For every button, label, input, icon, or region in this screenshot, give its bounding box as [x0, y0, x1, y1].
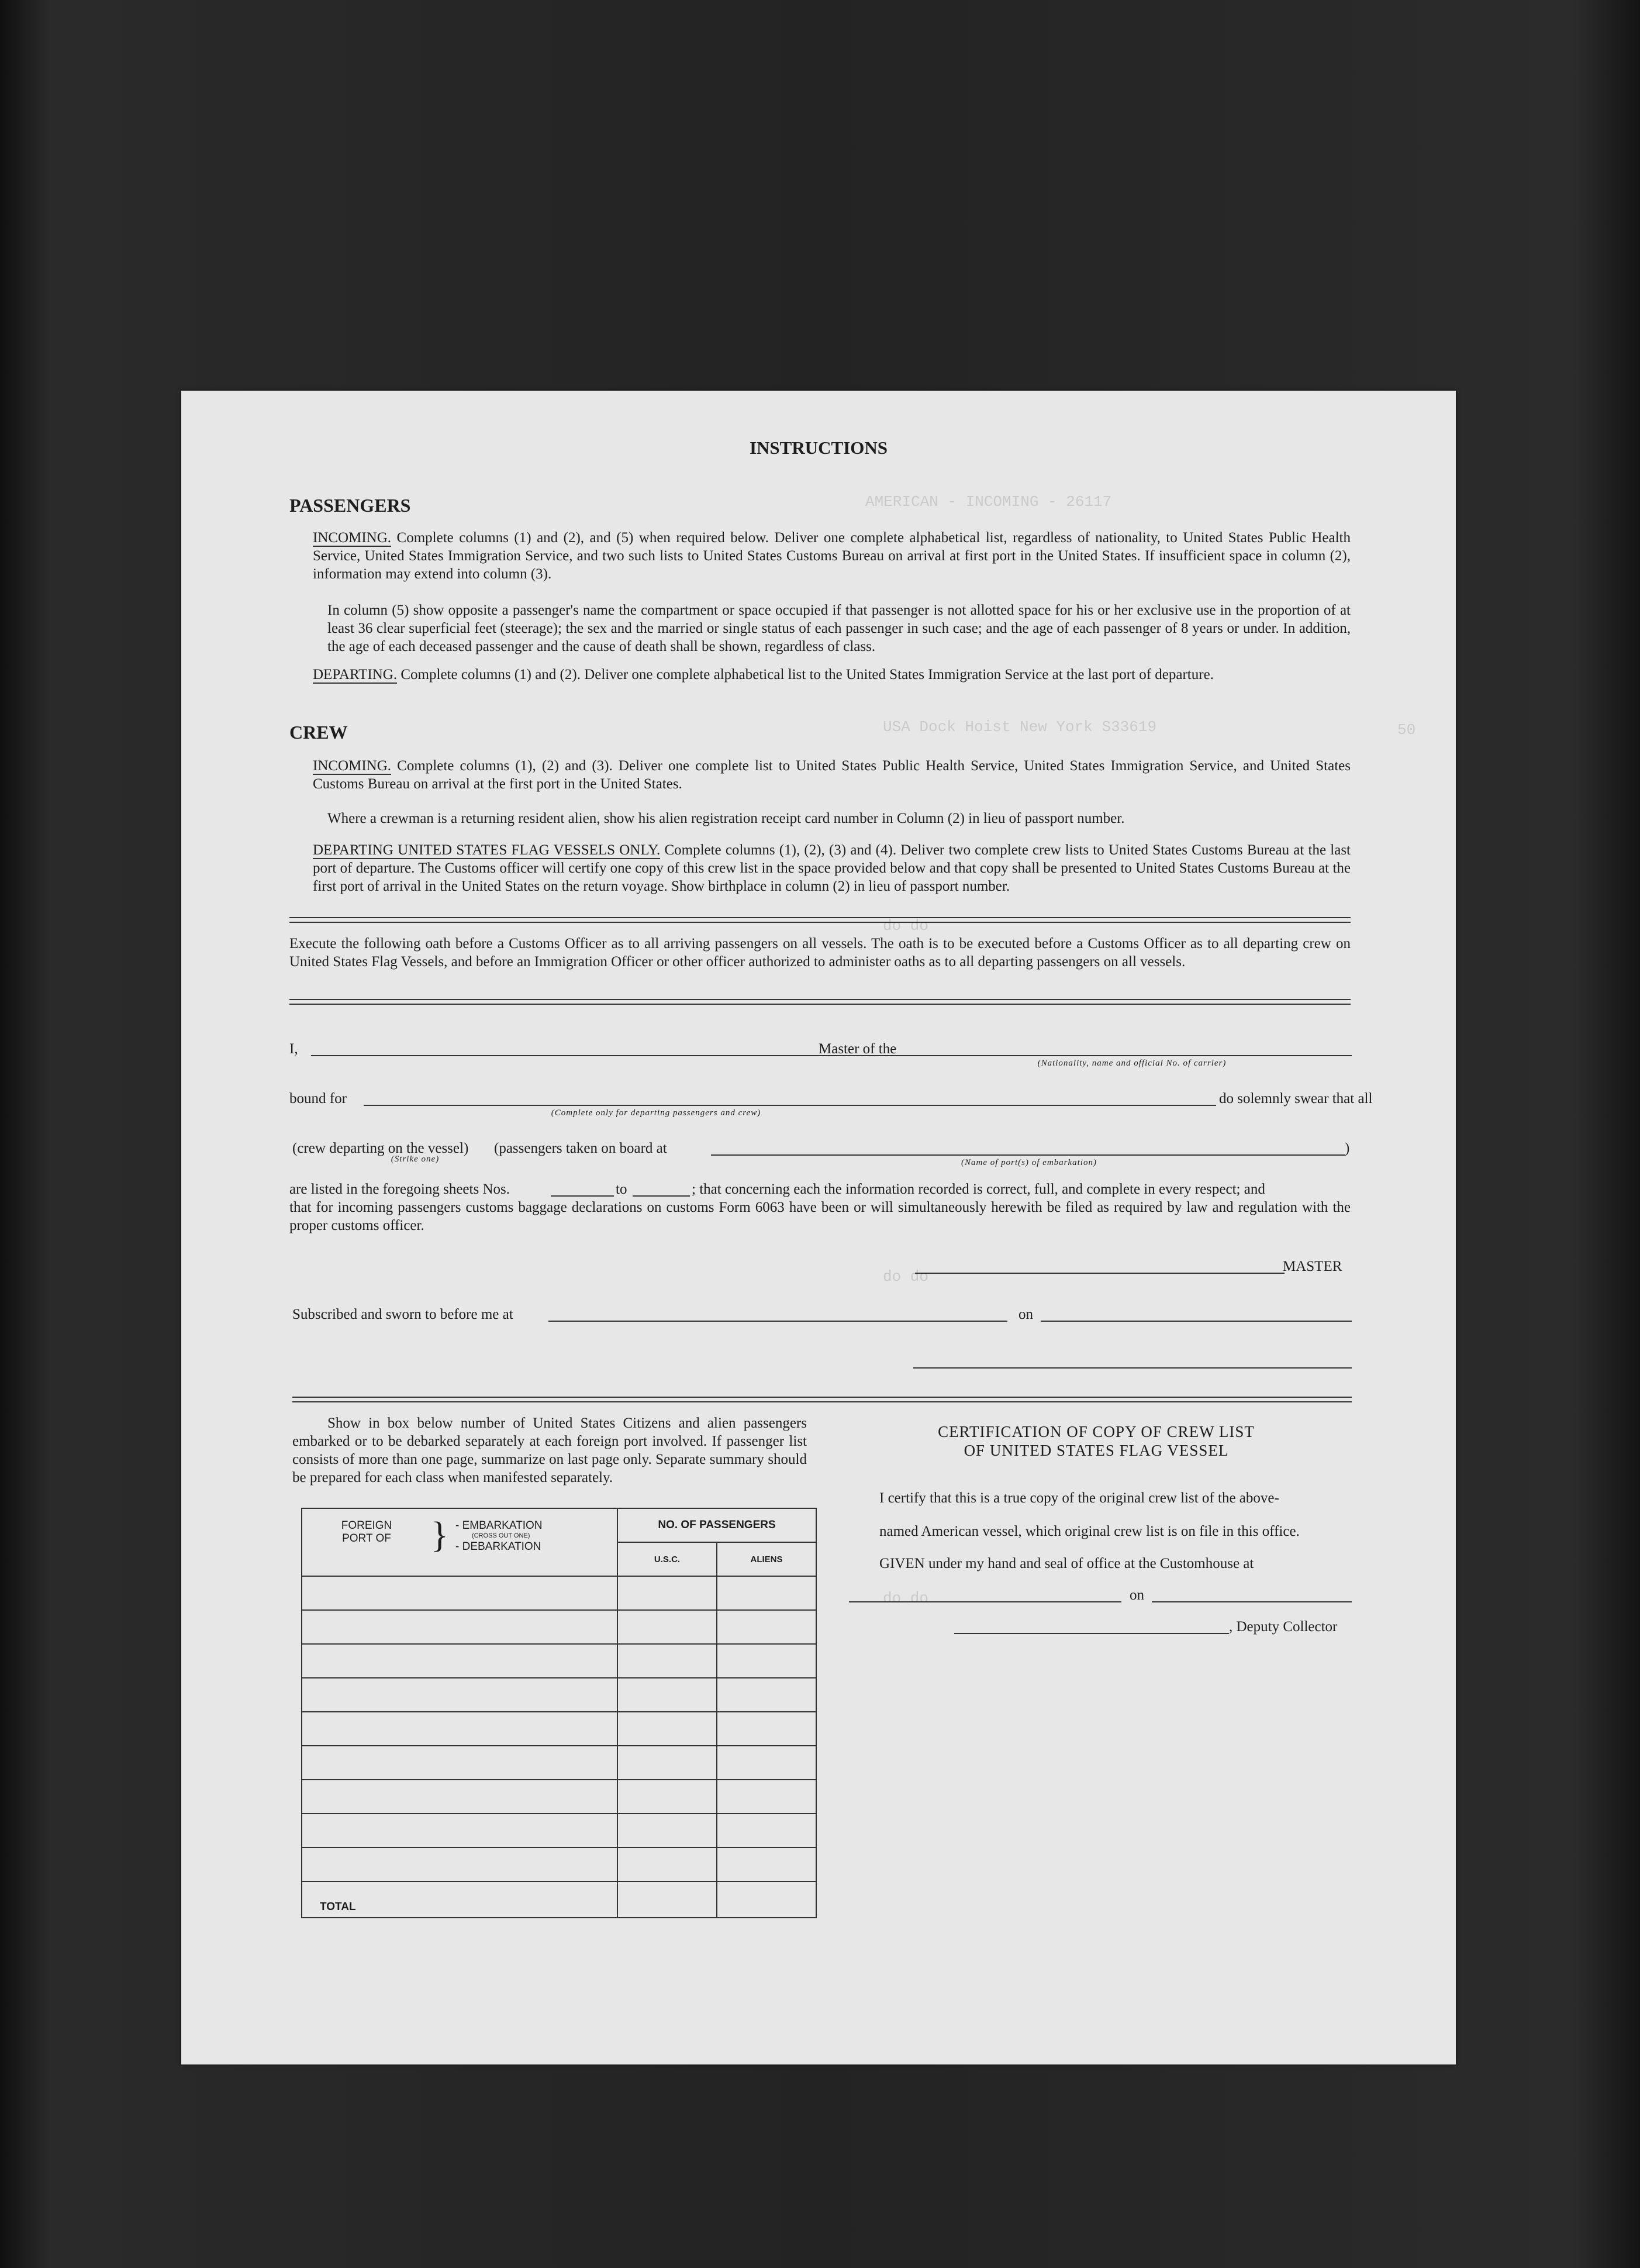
passenger-summary-table: [301, 1508, 817, 1918]
total-label: TOTAL: [302, 1881, 617, 1918]
sheet-to-label: to: [616, 1181, 627, 1197]
aliens-cell[interactable]: [717, 1644, 816, 1678]
ports-caption: (Name of port(s) of embarkation): [961, 1158, 1097, 1167]
sworn-on-label: on: [1018, 1307, 1033, 1322]
bleed-through-text: 50: [1397, 721, 1416, 739]
table-row: [302, 1576, 816, 1610]
section-divider: [292, 1397, 1352, 1402]
passengers-departing-paragraph: [313, 666, 1351, 684]
certification-title: [842, 1422, 1351, 1460]
crew-incoming-text: Complete columns (1), (2) and (3). Deliver one complete list to United States Public Health Service, United States Immigration Service, and United States Customs Bureau on arrival at the first port in the United States.: [313, 758, 1351, 792]
certification-date-field[interactable]: [1152, 1601, 1352, 1602]
usc-cell[interactable]: [617, 1848, 717, 1881]
usc-cell[interactable]: [617, 1746, 717, 1780]
departing-caption: (Complete only for departing passengers and crew): [551, 1108, 761, 1118]
bleed-through-text: do do: [883, 1590, 929, 1607]
aliens-cell[interactable]: [717, 1780, 816, 1814]
listed-sheets-label: are listed in the foregoing sheets Nos.: [289, 1181, 510, 1197]
aliens-cell[interactable]: [717, 1610, 816, 1644]
crew-heading: CREW: [289, 722, 348, 743]
total-row: [302, 1881, 816, 1918]
aliens-cell[interactable]: [717, 1848, 816, 1881]
usc-total-cell[interactable]: [617, 1881, 717, 1918]
swear-text: do solemnly swear that all: [1219, 1091, 1373, 1107]
embarkation-option[interactable]: - EMBARKATION: [455, 1519, 543, 1532]
certification-title-line2: OF UNITED STATES FLAG VESSEL: [964, 1442, 1229, 1459]
passengers-departing-label: DEPARTING.: [313, 667, 398, 683]
customs-statement: that for incoming passengers customs baggage declarations on customs Form 6063 have been or will simultaneously herewith be filed as required by law and regulation with the proper customs officer.: [289, 1200, 1351, 1233]
usc-cell[interactable]: [617, 1678, 717, 1712]
aliens-cell[interactable]: [717, 1746, 816, 1780]
table-row: [302, 1712, 816, 1746]
usc-cell[interactable]: [617, 1712, 717, 1746]
passengers-heading: PASSENGERS: [289, 495, 411, 516]
bleed-through-text: AMERICAN - INCOMING - 26117: [865, 493, 1112, 511]
certification-on-label: on: [1130, 1587, 1144, 1603]
embarkation-ports-field[interactable]: [711, 1154, 1345, 1156]
carrier-caption: (Nationality, name and official No. of carrier): [1037, 1059, 1227, 1068]
carrier-field[interactable]: [912, 1055, 1352, 1056]
table-row: [302, 1610, 816, 1644]
bleed-through-text: do do: [883, 1268, 929, 1285]
port-cell[interactable]: [302, 1644, 617, 1678]
certify-line1: I certify that this is a true copy of the original crew list of the above-: [879, 1490, 1279, 1506]
usc-header: U.S.C.: [617, 1542, 717, 1576]
crew-returning-paragraph: Where a crewman is a returning resident alien, show his alien registration receipt card number in Column (2) in lieu of passport number.: [327, 811, 1125, 826]
crew-departing-label: DEPARTING UNITED STATES FLAG VESSELS ONLY.: [313, 842, 661, 858]
strike-one-caption: (Strike one): [391, 1154, 440, 1164]
crew-departing-text: Complete columns (1), (2), (3) and (4). Deliver two complete crew lists to United States Customs Bureau at the last port of departure. The Customs officer will certify one copy of this crew list in the space provided below and that copy shall be presented to United States Customs Bureau at the first port of arrival in the United States on the return voyage. Show birthplace in column (2) in lieu of passport number.: [313, 842, 1351, 894]
usc-cell[interactable]: [617, 1576, 717, 1610]
crew-incoming-paragraph: [313, 757, 1351, 793]
port-cell[interactable]: [302, 1746, 617, 1780]
aliens-cell[interactable]: [717, 1814, 816, 1848]
sheet-from-field[interactable]: [551, 1195, 614, 1197]
port-cell[interactable]: [302, 1712, 617, 1746]
form-page: [181, 391, 1456, 2064]
certification-title-line1: CERTIFICATION OF COPY OF CREW LIST: [938, 1423, 1255, 1440]
crew-departing-paragraph: [313, 841, 1351, 895]
port-cell[interactable]: [302, 1848, 617, 1881]
deputy-signature-field[interactable]: [954, 1633, 1229, 1634]
port-cell[interactable]: [302, 1678, 617, 1712]
close-paren: ): [1345, 1140, 1350, 1156]
foreign-port-label: FOREIGN PORT OF: [341, 1519, 392, 1545]
usc-cell[interactable]: [617, 1780, 717, 1814]
table-row: [302, 1746, 816, 1780]
usc-cell[interactable]: [617, 1610, 717, 1644]
section-divider: [289, 999, 1351, 1005]
passengers-departing-text: Complete columns (1) and (2). Deliver one complete alphabetical list to the United States Immigration Service at the last port of departure.: [400, 667, 1214, 683]
deputy-collector-label: , Deputy Collector: [1229, 1619, 1338, 1635]
port-cell[interactable]: [302, 1576, 617, 1610]
officer-signature-field[interactable]: [913, 1367, 1352, 1369]
passengers-incoming-paragraph: [313, 529, 1351, 583]
table-row: [302, 1814, 816, 1848]
master-label: MASTER: [1283, 1259, 1342, 1274]
cross-out-caption: (CROSS OUT ONE): [472, 1532, 530, 1539]
crew-departing-option[interactable]: (crew departing on the vessel): [292, 1140, 469, 1156]
usc-cell[interactable]: [617, 1814, 717, 1848]
sworn-date-field[interactable]: [1041, 1321, 1352, 1322]
table-row: [302, 1644, 816, 1678]
table-row: [302, 1678, 816, 1712]
foreign-port-header: [302, 1508, 617, 1576]
port-cell[interactable]: [302, 1780, 617, 1814]
aliens-header: ALIENS: [717, 1542, 816, 1576]
port-cell[interactable]: [302, 1814, 617, 1848]
table-header-row: [302, 1508, 816, 1542]
master-of-the-label: Master of the: [819, 1041, 897, 1057]
listed-statement: ; that concerning each the information recorded is correct, full, and complete in every respect; and: [692, 1181, 1265, 1197]
no-of-passengers-header: NO. OF PASSENGERS: [617, 1508, 816, 1542]
aliens-total-cell[interactable]: [717, 1881, 816, 1918]
sheet-to-field[interactable]: [633, 1195, 690, 1197]
section-divider: [289, 917, 1351, 923]
table-row: [302, 1848, 816, 1881]
crew-incoming-label: INCOMING.: [313, 758, 392, 774]
table-row: [302, 1780, 816, 1814]
usc-cell[interactable]: [617, 1644, 717, 1678]
passengers-incoming-label: INCOMING.: [313, 530, 392, 546]
customhouse-field[interactable]: [849, 1601, 1121, 1602]
port-cell[interactable]: [302, 1610, 617, 1644]
bound-for-field[interactable]: [364, 1105, 1216, 1106]
given-text: GIVEN under my hand and seal of office at the Customhouse at: [879, 1556, 1254, 1571]
passengers-taken-option[interactable]: (passengers taken on board at: [494, 1140, 667, 1156]
aliens-cell[interactable]: [717, 1712, 816, 1746]
bound-for-label: bound for: [289, 1091, 347, 1107]
aliens-cell[interactable]: [717, 1576, 816, 1610]
bleed-through-text: do do: [883, 917, 929, 935]
sworn-location-field[interactable]: [548, 1321, 1007, 1322]
subscribed-label: Subscribed and sworn to before me at: [292, 1307, 513, 1322]
passengers-incoming-text: Complete columns (1) and (2), and (5) when required below. Deliver one complete alphabetical list, regardless of nationality, to United States Public Health Service, United States Immigration Service, and two such lists to United States Customs Bureau on arrival at first port in the United States. If insufficient space in column (2), information may extend into column (3).: [313, 530, 1351, 582]
passengers-column5-paragraph: In column (5) show opposite a passenger's name the compartment or space occupied if that passenger is not allotted space for his or her exclusive use in the proportion of at least 36 clear superficial feet (steerage); the sex and the married or single status of each passenger in such case; and the age of each passenger of 8 years or under. In addition, the age of each deceased passenger and the cause of death shall be shown, regardless of class.: [327, 602, 1351, 654]
brace-icon: }: [431, 1515, 448, 1555]
bleed-through-text: USA Dock Hoist New York S33619: [883, 718, 1157, 736]
instructions-title: INSTRUCTIONS: [749, 437, 888, 458]
oath-i-label: I,: [289, 1041, 298, 1057]
oath-intro: Execute the following oath before a Customs Officer as to all arriving passengers on all vessels. The oath is to be executed before a Customs Officer as to all departing crew on United States Flag Vessels, and before an Immigration Officer or other officer authorized to administer oaths as to all departing passengers on all vessels.: [289, 936, 1351, 970]
certify-line2: named American vessel, which original crew list is on file in this office.: [879, 1524, 1300, 1539]
master-signature-field[interactable]: [915, 1273, 1285, 1274]
summary-note: Show in box below number of United States Citizens and alien passengers embarked or to be debarked separately at each foreign port involved. If passenger list consists of more than one page, summarize on last page only. Separate summary should be prepared for each class when manifested separately.: [292, 1415, 807, 1485]
aliens-cell[interactable]: [717, 1678, 816, 1712]
debarkation-option[interactable]: - DEBARKATION: [455, 1540, 541, 1553]
